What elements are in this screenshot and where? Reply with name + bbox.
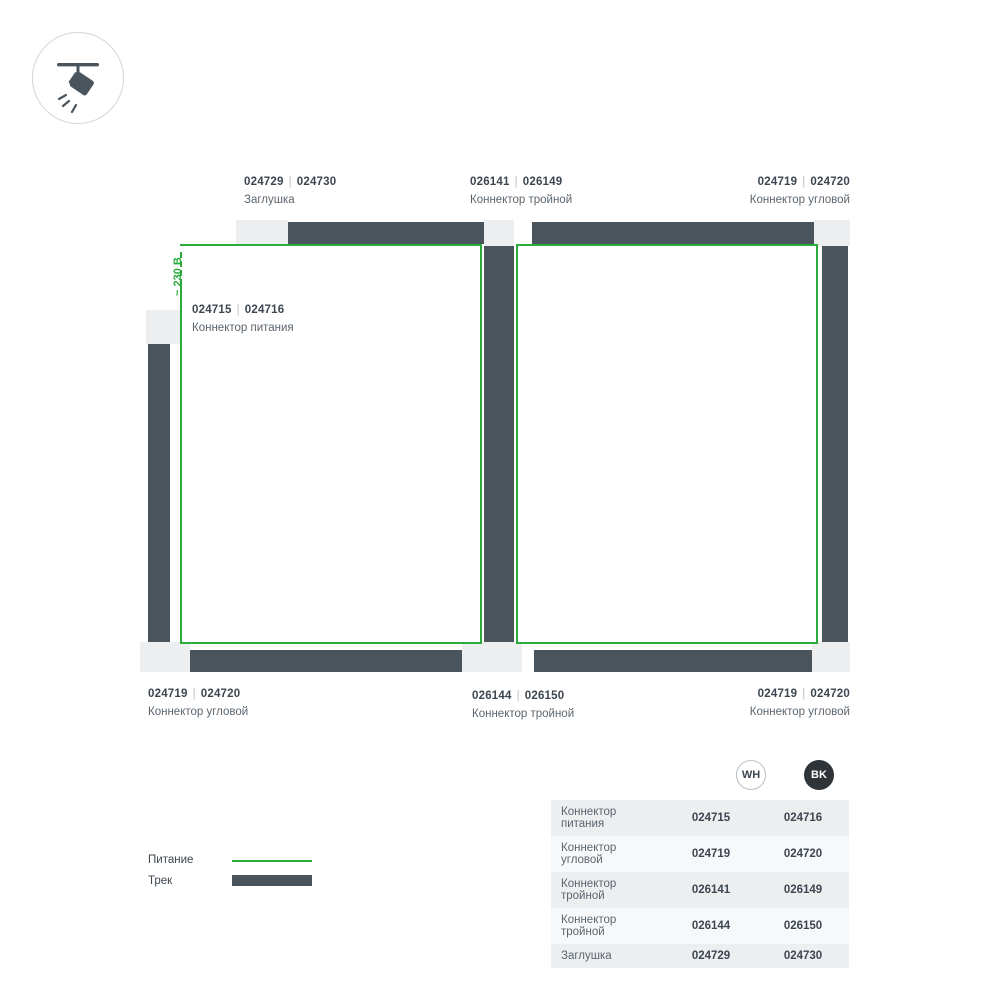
power-line-right-top: [516, 244, 818, 246]
track-joint-bottom-middle: [476, 642, 522, 672]
label-top-cap-code-bk: 024730: [296, 176, 337, 188]
label-bottom-corner-left-caption: Коннектор угловой: [148, 705, 249, 718]
label-bottom-corner-right: [620, 687, 850, 720]
label-bottom-triple-code-bk: 026150: [524, 690, 565, 702]
track-segment-top-right: [532, 222, 814, 244]
legend-track-label: Трек: [148, 875, 173, 887]
table-cell-wh: 024729: [691, 950, 731, 962]
label-top-cap-caption: Заглушка: [244, 193, 295, 206]
label-top-cap: [244, 175, 336, 208]
track-joint-bottom-left-mid: [462, 642, 482, 672]
table-cell-name: Коннектор угловой: [561, 842, 617, 866]
voltage-label: ~ 230 В: [172, 257, 184, 296]
track-segment-middle-vertical: [484, 246, 514, 642]
track-segment-left-vertical: [148, 344, 170, 642]
power-line-incoming: [180, 284, 182, 644]
code-separator: |: [288, 176, 292, 188]
legend-power-swatch: [232, 860, 312, 862]
label-bottom-triple-caption: Коннектор тройной: [472, 707, 575, 720]
code-separator: |: [236, 304, 240, 316]
table-cell-bk: 024720: [783, 848, 823, 860]
label-power-connector: [192, 303, 294, 336]
track-segment-right-vertical: [822, 246, 848, 642]
table-cell-bk: 024730: [783, 950, 823, 962]
label-top-corner-code-bk: 024720: [810, 176, 850, 188]
table-cell-bk: 026150: [783, 920, 823, 932]
label-top-corner: [620, 175, 850, 208]
label-bottom-corner-left: [148, 687, 248, 720]
track-joint-top-right-corner: [814, 220, 850, 246]
label-top-triple-code-bk: 026149: [522, 176, 563, 188]
track-joint-bottom-left-corner: [140, 642, 190, 672]
table-cell-wh: 024715: [691, 812, 731, 824]
code-separator: |: [802, 688, 806, 700]
table-cell-wh: 024719: [691, 848, 731, 860]
table-cell-bk: 024716: [783, 812, 823, 824]
table-cell-name: Коннектор тройной: [561, 878, 617, 902]
track-joint-top-left: [236, 220, 288, 246]
power-line-right-bottom: [516, 642, 818, 644]
legend-power-label: Питание: [148, 854, 194, 866]
code-separator: |: [514, 176, 518, 188]
table-row: [551, 944, 849, 968]
parts-table: [551, 800, 849, 968]
label-power-code-bk: 024716: [244, 304, 285, 316]
label-top-triple-caption: Коннектор тройной: [470, 193, 573, 206]
table-row: [551, 908, 849, 944]
label-bottom-corner-left-code-wh: 024719: [148, 688, 188, 700]
label-bottom-corner-right-code-bk: 024720: [810, 688, 850, 700]
track-spotlight-icon: [32, 32, 124, 124]
track-joint-power-left: [146, 310, 182, 344]
table-cell-bk: 026149: [783, 884, 823, 896]
label-bottom-corner-left-code-bk: 024720: [200, 688, 241, 700]
track-joint-bottom-right-corner: [812, 642, 850, 672]
code-separator: |: [516, 690, 520, 702]
label-top-cap-code-wh: 024729: [244, 176, 284, 188]
code-separator: |: [802, 176, 806, 188]
badge-white: WH: [736, 760, 766, 790]
power-line-left-bottom: [180, 642, 482, 644]
label-top-triple-code-wh: 026141: [470, 176, 510, 188]
label-top-corner-code-wh: 024719: [757, 176, 798, 188]
power-line-left-top: [180, 244, 482, 246]
power-line-right-left-vert: [516, 244, 518, 644]
table-row: [551, 800, 849, 836]
label-bottom-corner-right-caption: Коннектор угловой: [749, 705, 850, 718]
label-power-code-wh: 024715: [192, 304, 232, 316]
code-separator: |: [192, 688, 196, 700]
table-row: [551, 872, 849, 908]
label-top-triple: [470, 175, 572, 208]
table-cell-name: Заглушка: [561, 950, 612, 962]
label-power-caption: Коннектор питания: [192, 321, 294, 334]
label-bottom-triple: [472, 689, 574, 722]
legend-track-swatch: [232, 875, 312, 886]
badge-black: BK: [804, 760, 834, 790]
table-cell-name: Коннектор питания: [561, 806, 617, 830]
table-cell-wh: 026141: [691, 884, 731, 896]
label-top-corner-caption: Коннектор угловой: [749, 193, 850, 206]
table-cell-name: Коннектор тройной: [561, 914, 617, 938]
power-line-right-right-vert: [816, 244, 818, 644]
table-cell-wh: 026144: [691, 920, 731, 932]
power-line-left-vert-right: [480, 244, 482, 644]
track-segment-top-left: [288, 222, 484, 244]
track-joint-top-middle: [484, 220, 514, 246]
label-bottom-triple-code-wh: 026144: [472, 690, 512, 702]
track-segment-bottom-right: [534, 650, 812, 672]
track-segment-bottom-left: [190, 650, 462, 672]
table-row: [551, 836, 849, 872]
label-bottom-corner-right-code-wh: 024719: [757, 688, 798, 700]
